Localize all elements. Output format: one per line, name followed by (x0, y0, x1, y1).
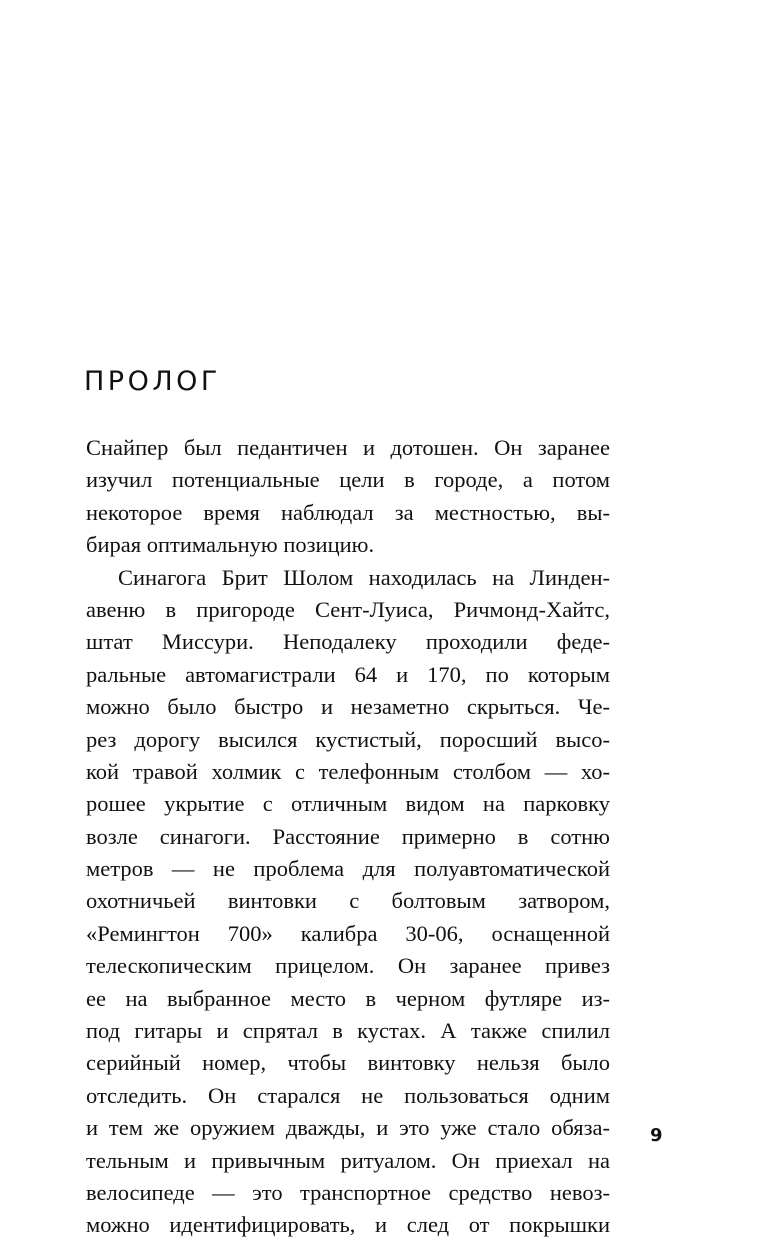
body-text (86, 432, 610, 1242)
text-line: телескопическим прицелом. Он заранее привез (86, 953, 610, 979)
text-line: изучил потенциальные цели в городе, а потом (86, 467, 610, 493)
text-line: Синагога Брит Шолом находилась на Линден- (118, 564, 610, 590)
text-line: штат Миссури. Неподалеку проходили феде- (86, 629, 610, 655)
text-line: метров — не проблема для полуавтоматической (86, 856, 610, 882)
text-line: возле синагоги. Расстояние примерно в сотню (86, 823, 610, 849)
text-line: некоторое время наблюдал за местностью, вы- (86, 499, 610, 525)
text-line: тельным и привычным ритуалом. Он приехал на (86, 1147, 610, 1173)
page-number: 9 (650, 1125, 663, 1146)
text-line: охотничьей винтовки с болтовым затвором, (86, 888, 610, 914)
text-line: можно было быстро и незаметно скрыться. Че- (86, 694, 610, 720)
text-line: Снайпер был педантичен и дотошен. Он заранее (86, 435, 610, 460)
text-line: рез дорогу высился кустистый, поросший высо- (86, 726, 610, 752)
chapter-title: ПРОЛОГ (84, 366, 221, 397)
text-line: и тем же оружием дважды, и это уже стало обяза- (86, 1115, 610, 1141)
text-line: под гитары и спрятал в кустах. А также спилил (86, 1018, 610, 1044)
text-line: кой травой холмик с телефонным столбом — хо- (86, 758, 610, 784)
text-line: бирая оптимальную позицию. (86, 532, 375, 558)
text-line: «Ремингтон 700» калибра 30-06, оснащенной (86, 920, 610, 946)
text-line: серийный номер, чтобы винтовку нельзя было (86, 1050, 610, 1076)
text-line: рошее укрытие с отличным видом на парковку (86, 791, 610, 817)
text-line: отследить. Он старался не пользоваться одним (86, 1082, 610, 1108)
text-line: ее на выбранное место в черном футляре из- (86, 985, 610, 1011)
text-line: авеню в пригороде Сент-Луиса, Ричмонд-Хайтс, (86, 596, 610, 622)
text-line: ральные автомагистрали 64 и 170, по которым (86, 661, 610, 687)
text-line: велосипеде — это транспортное средство невоз- (86, 1179, 610, 1205)
text-line: можно идентифицировать, и след от покрышки (86, 1212, 610, 1238)
